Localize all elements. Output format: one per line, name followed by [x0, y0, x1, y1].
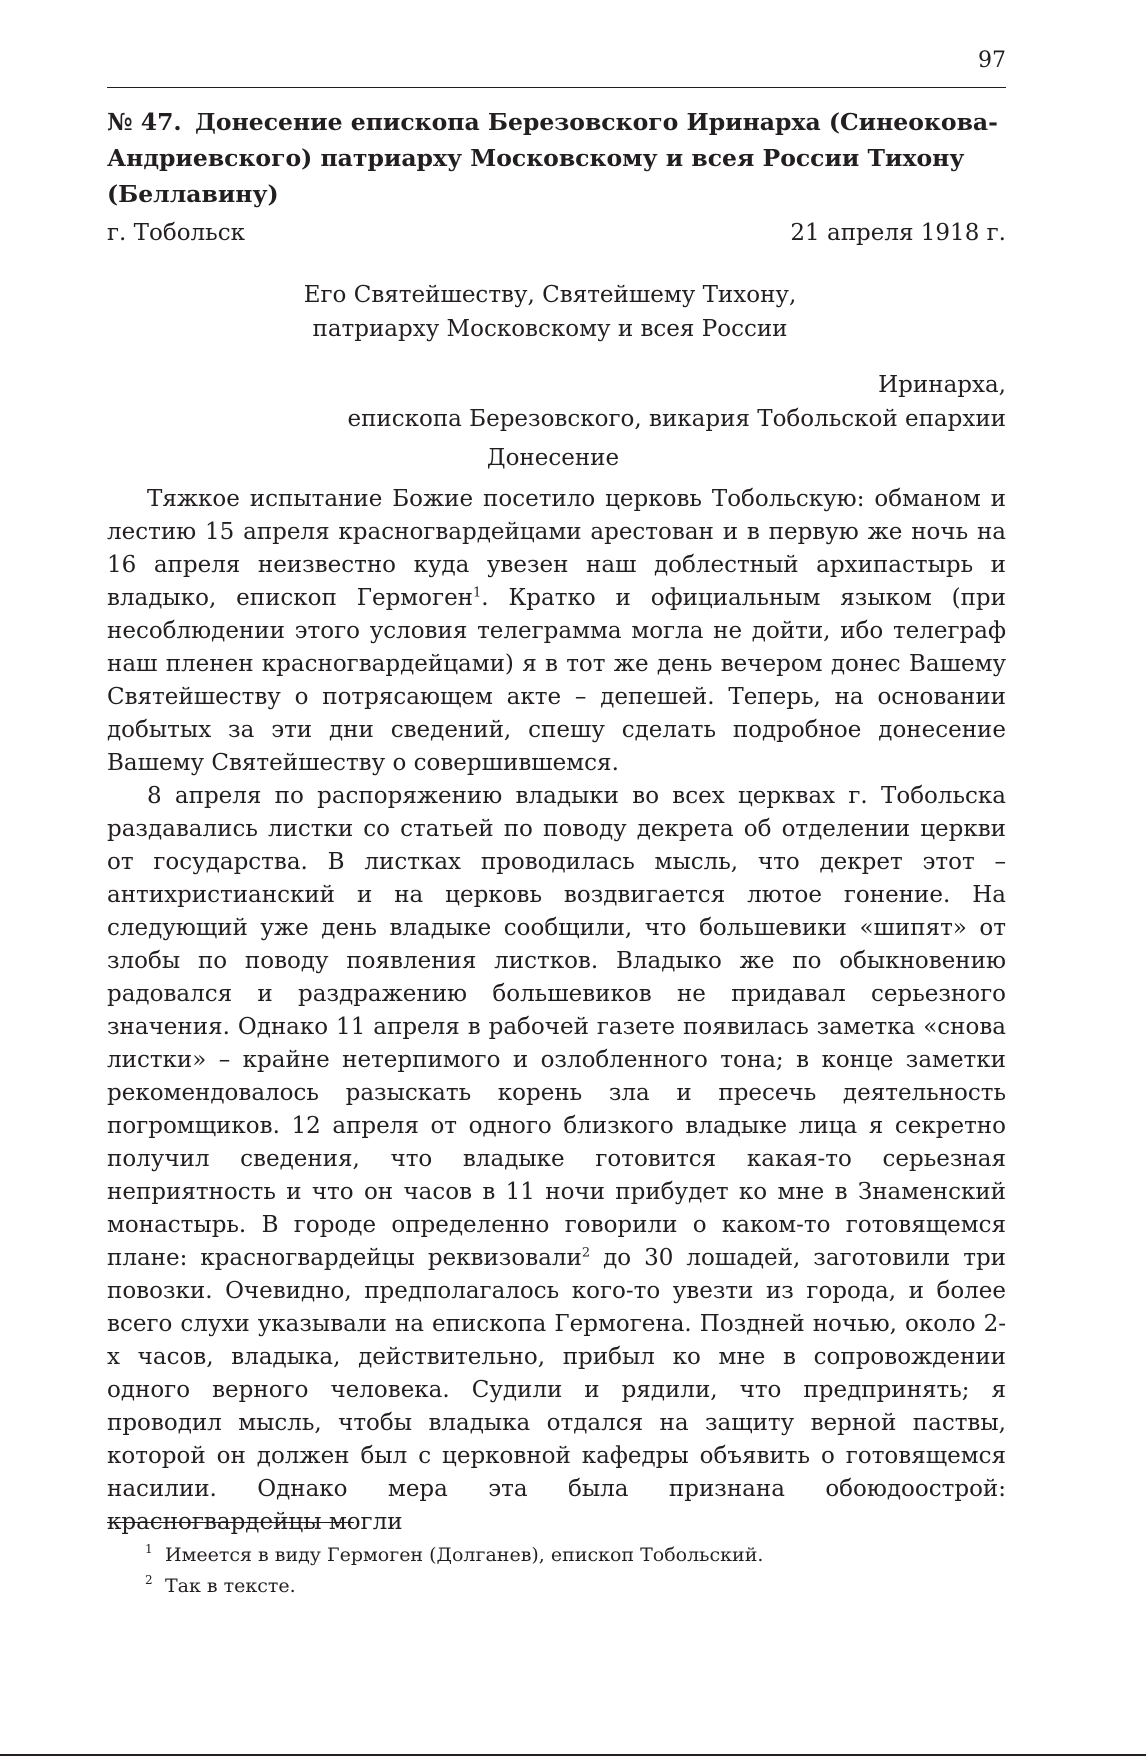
footnote: [145, 1540, 1006, 1571]
paragraph-1-part-1: Тяжкое испытание Божие посетило церковь Тобольскую: обманом и лестию 15 апреля красногвардейцами арестован и в первую же ночь на 16 апреля неизвестно куда увезен наш доблестный архипастырь и владыко, епископ Гермоген: [107, 486, 1006, 611]
page-number: 97: [978, 48, 1006, 73]
sender-line-2: епископа Березовского, викария Тобольской епархии: [347, 406, 1006, 432]
paragraph-1-part-2: . Кратко и официальным языком (при несоблюдении этого условия телеграмма могла не дойти, ибо телеграф наш пленен красногвардейцами) я в тот же день вечером донес Вашему Святейшеству о потрясающем акте – депешей. Теперь, на основании добытых за эти дни сведений, спешу сделать подробное донесение Вашему Святейшеству о совершившемся.: [107, 585, 1006, 776]
place: г. Тобольск: [107, 220, 245, 246]
document-body: [107, 483, 1006, 1539]
addressee-line-1: Его Святейшеству, Святейшему Тихону,: [303, 282, 797, 308]
paragraph-2-part-2: до 30 лошадей, заготовили три повозки. Очевидно, предполагалось кого-то увезти из города, и более всего слухи указывали на епископа Гермогена. Поздней ночью, около 2-х часов, владыка, действительно, прибыл ко мне в сопровождении одного верного человека. Судили и рядили, что предпринять; я проводил мысль, чтобы владыка отдался на защиту верной паствы, которой он должен был с церковной кафедры объявить о готовящемся насилии. Однако мера эта была признана обоюдоострой: красногвардейцы могли: [107, 1245, 1006, 1535]
addressee-block: [200, 278, 900, 346]
place-date-line: [107, 220, 1006, 246]
footnote-ref-1[interactable]: 1: [473, 585, 482, 601]
document-number: № 47.: [107, 108, 182, 136]
footnote-ref-2[interactable]: 2: [581, 1245, 591, 1261]
paragraph-1: [107, 483, 1006, 780]
footnotes: [145, 1540, 1006, 1602]
footnote-text: Имеется в виду Гермоген (Долганев), епископ Тобольский.: [165, 1544, 764, 1566]
sender-block: [300, 368, 1006, 436]
footnote-mark: 1: [145, 1542, 153, 1556]
addressee-line-2: патриарху Московскому и всея России: [312, 316, 788, 342]
date: 21 апреля 1918 г.: [790, 220, 1006, 246]
page-bottom-edge: [0, 1754, 1146, 1756]
sender-line-1: Иринарха,: [878, 372, 1006, 398]
document-heading: [107, 104, 1007, 212]
document-heading-title: Донесение епископа Березовского Иринарха (Синеокова-Андриевского) патриарху Московскому и всея России Тихону (Беллавину): [107, 108, 998, 208]
footnote-rule: [107, 1522, 354, 1523]
paragraph-2-part-1: 8 апреля по распоряжению владыки во всех церквах г. Тобольска раздавались листки со статьей по поводу декрета об отделении церкви от государства. В листках проводилась мысль, что декрет этот – антихристианский и на церковь воздвигается лютое гонение. На следующий уже день владыке сообщили, что большевики «шипят» от злобы по поводу появления листков. Владыко же по обыкновению радовался и раздражению большевиков не придавал серьезного значения. Однако 11 апреля в рабочей газете появилась заметка «снова листки» – крайне нетерпимого и озлобленного тона; в конце заметки рекомендовалось разыскать корень зла и пресечь деятельность погромщиков. 12 апреля от одного близкого владыке лица я секретно получил сведения, что владыке готовится какая-то серьезная неприятность и что он часов в 11 ночи прибудет ко мне в Знаменский монастырь. В городе определенно говорили о каком-то готовящемся плане: красногвардейцы реквизовали: [107, 783, 1006, 1271]
header-rule: [107, 87, 1006, 88]
document-title: Донесение: [486, 445, 620, 471]
footnote: [145, 1571, 1006, 1602]
paragraph-2: [107, 780, 1006, 1539]
footnote-text: Так в тексте.: [165, 1575, 296, 1597]
footnote-mark: 2: [145, 1573, 153, 1587]
